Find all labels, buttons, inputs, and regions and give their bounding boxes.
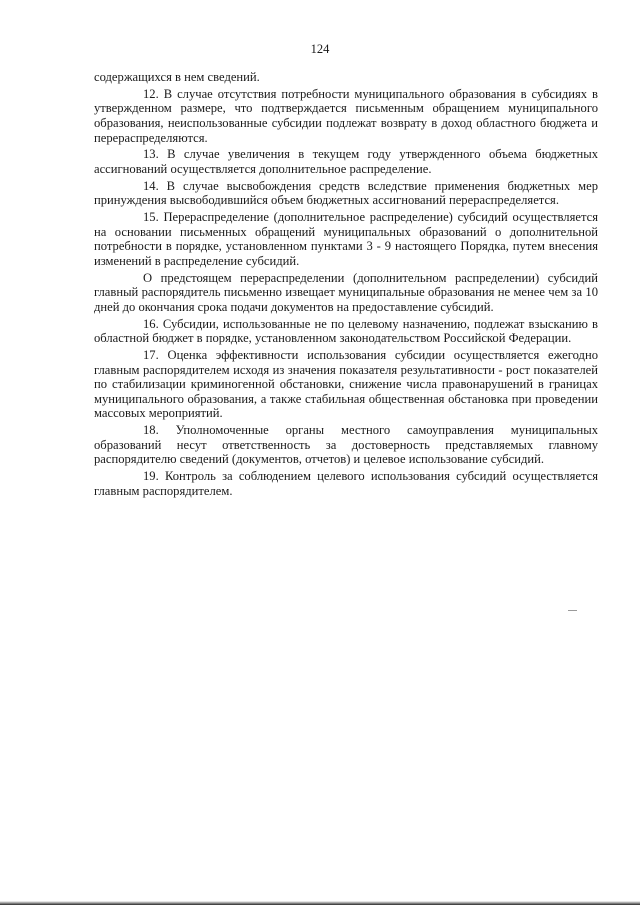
scan-bottom-edge (0, 901, 640, 905)
scan-artifact-mark (568, 610, 577, 611)
paragraph-19: 19. Контроль за соблюдением целевого использования субсидий осуществляется главным распорядителем. (94, 469, 598, 498)
paragraph-13: 13. В случае увеличения в текущем году утвержденного объема бюджетных ассигнований осуществляется дополнительное распределение. (94, 147, 598, 176)
paragraph-16: 16. Субсидии, использованные не по целевому назначению, подлежат взысканию в областной бюджет в порядке, установленном законодательством Российской Федерации. (94, 316, 598, 346)
paragraph-14: 14. В случае высвобождения средств вследствие применения бюджетных мер принуждения высвободившийся объем бюджетных ассигнований перераспределяется. (94, 178, 598, 208)
page-number: 124 (310, 42, 330, 56)
paragraph-17: 17. Оценка эффективности использования субсидии осуществляется ежегодно главным распорядителем исходя из значения показателя результативности - рост показателей по стабилизации криминогенной обстановки, снижение числа правонарушений в границах муниципального образования, а также стабильная общественная обстановка при проведении массовых мероприятий. (94, 348, 598, 421)
paragraph-continuation: содержащихся в нем сведений. (94, 70, 260, 84)
document-body (94, 70, 598, 501)
paragraph-12: 12. В случае отсутствия потребности муниципального образования в субсидиях в утвержденном размере, что подтверждается письменным обращением муниципального образования, неиспользованные субсидии подлежат возврату в доход областного бюджета и перераспределяются. (94, 86, 598, 145)
paragraph-15-notice: О предстоящем перераспределении (дополнительном распределении) субсидий главный распорядитель письменно извещает муниципальные образования не менее чем за 10 дней до окончания срока подачи документов на предоставление субсидий. (94, 270, 598, 314)
paragraph-18: 18. Уполномоченные органы местного самоуправления муниципальных образований несут ответственность за достоверность представляемых главному распорядителю сведений (документов, отчетов) и целевое использование субсидий. (94, 423, 598, 467)
paragraph-15: 15. Перераспределение (дополнительное распределение) субсидий осуществляется на основании письменных обращений муниципальных образований о дополнительной потребности в порядке, установленном пунктами 3 - 9 настоящего Порядка, путем внесения изменений в распределение субсидий. (94, 210, 598, 268)
